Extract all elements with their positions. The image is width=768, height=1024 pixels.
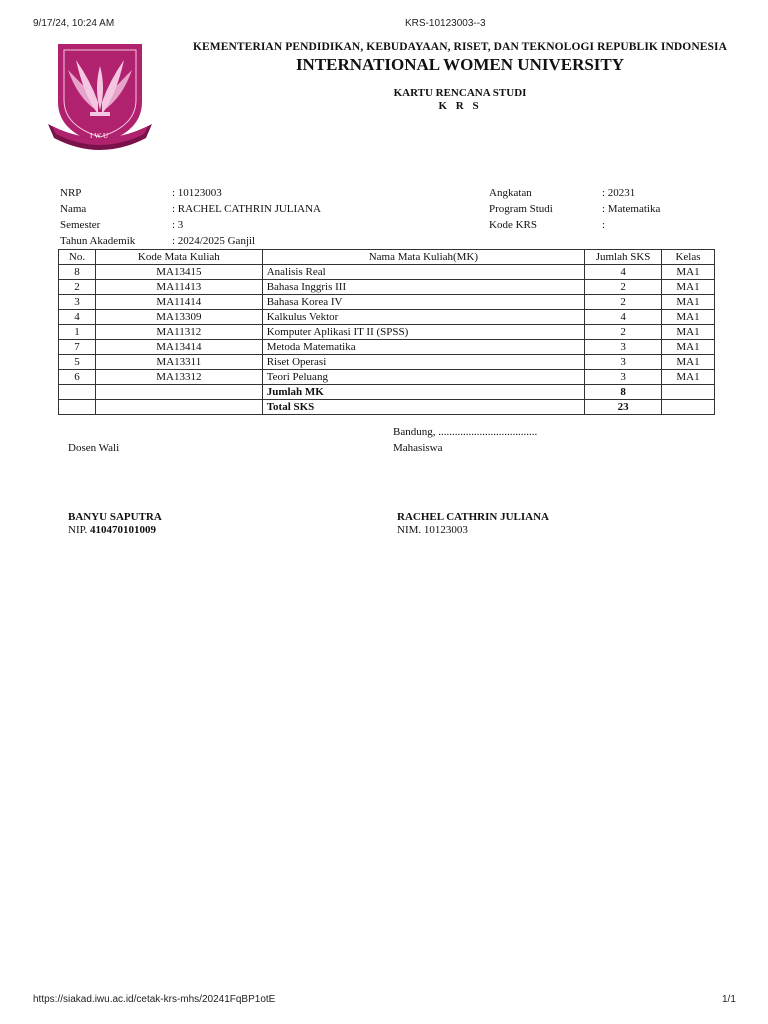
header-kode: Kode Mata Kuliah	[95, 250, 262, 265]
cell-no: 3	[59, 295, 96, 310]
cell-no: 8	[59, 265, 96, 280]
cell-sks: 4	[585, 265, 662, 280]
cell-no: 7	[59, 340, 96, 355]
info-value-angkatan: : 20231	[602, 187, 636, 199]
cell-kode: MA13312	[95, 370, 262, 385]
cell-kelas: MA1	[662, 355, 715, 370]
summary-value: 8	[585, 385, 662, 400]
student-name: RACHEL CATHRIN JULIANA	[397, 511, 549, 523]
advisor-name: BANYU SAPUTRA	[68, 511, 162, 523]
summary-label: Total SKS	[262, 400, 584, 415]
table-row	[59, 295, 715, 310]
table-row	[59, 340, 715, 355]
student-nim: NIM. 10123003	[397, 524, 468, 536]
cell-empty	[662, 400, 715, 415]
info-value-semester: : 3	[172, 219, 184, 231]
cell-kelas: MA1	[662, 265, 715, 280]
cell-kode: MA13309	[95, 310, 262, 325]
cell-no: 4	[59, 310, 96, 325]
course-table	[58, 249, 715, 415]
info-label-angkatan: Angkatan	[489, 187, 532, 199]
cell-no: 6	[59, 370, 96, 385]
cell-nama-mk: Kalkulus Vektor	[262, 310, 584, 325]
cell-kelas: MA1	[662, 370, 715, 385]
place-date: Bandung, ....................................	[393, 426, 538, 438]
info-label-nrp: NRP	[60, 187, 82, 199]
cell-nama-mk: Bahasa Korea IV	[262, 295, 584, 310]
cell-sks: 4	[585, 310, 662, 325]
advisor-nip	[68, 524, 156, 536]
summary-label: Jumlah MK	[262, 385, 584, 400]
cell-sks: 2	[585, 325, 662, 340]
info-value-kode-krs: :	[602, 219, 606, 231]
cell-nama-mk: Komputer Aplikasi IT II (SPSS)	[262, 325, 584, 340]
cell-nama-mk: Riset Operasi	[262, 355, 584, 370]
info-label-nama: Nama	[60, 203, 87, 215]
table-header-row	[59, 250, 715, 265]
cell-empty	[662, 385, 715, 400]
cell-no: 5	[59, 355, 96, 370]
table-row	[59, 355, 715, 370]
university-logo-icon	[46, 40, 154, 150]
summary-row-total-sks	[59, 400, 715, 415]
document-title: KARTU RENCANA STUDI	[393, 87, 527, 99]
cell-kode: MA11414	[95, 295, 262, 310]
print-title: KRS-10123003--3	[405, 18, 486, 29]
info-right-labels	[489, 185, 553, 233]
cell-nama-mk: Teori Peluang	[262, 370, 584, 385]
header-nama-mk: Nama Mata Kuliah(MK)	[262, 250, 584, 265]
advisor-role: Dosen Wali	[68, 442, 120, 454]
info-label-tahun-akademik: Tahun Akademik	[60, 235, 136, 247]
cell-empty	[95, 385, 262, 400]
table-row	[59, 280, 715, 295]
summary-value: 23	[585, 400, 662, 415]
print-page-number: 1/1	[722, 994, 736, 1005]
info-right-values	[602, 185, 660, 233]
document-subtitle: K R S	[438, 100, 482, 112]
cell-sks: 3	[585, 355, 662, 370]
info-value-nama: : RACHEL CATHRIN JULIANA	[172, 203, 322, 215]
cell-kelas: MA1	[662, 340, 715, 355]
info-left-labels	[60, 185, 135, 249]
advisor-nip-label: NIP.	[68, 524, 91, 536]
info-label-program-studi: Program Studi	[489, 203, 553, 215]
cell-kode: MA13414	[95, 340, 262, 355]
cell-sks: 3	[585, 340, 662, 355]
cell-empty	[59, 400, 96, 415]
cell-kode: MA13415	[95, 265, 262, 280]
logo-text: IWU	[90, 132, 110, 140]
info-left-values	[172, 185, 321, 249]
ministry-name: KEMENTERIAN PENDIDIKAN, KEBUDAYAAN, RISET, DAN TEKNOLOGI REPUBLIK INDONESIA	[192, 41, 728, 53]
table-row	[59, 310, 715, 325]
cell-kode: MA11413	[95, 280, 262, 295]
info-value-program-studi: : Matematika	[602, 203, 661, 215]
info-label-semester: Semester	[60, 219, 101, 231]
cell-nama-mk: Bahasa Inggris III	[262, 280, 584, 295]
header-jumlah-sks: Jumlah SKS	[585, 250, 662, 265]
cell-kelas: MA1	[662, 295, 715, 310]
cell-no: 2	[59, 280, 96, 295]
cell-kelas: MA1	[662, 280, 715, 295]
table-row	[59, 325, 715, 340]
cell-kode: MA11312	[95, 325, 262, 340]
university-name: INTERNATIONAL WOMEN UNIVERSITY	[295, 55, 625, 74]
header-kelas: Kelas	[662, 250, 715, 265]
cell-nama-mk: Metoda Matematika	[262, 340, 584, 355]
print-url-link[interactable]: https://siakad.iwu.ac.id/cetak-krs-mhs/20241FqBP1otE	[33, 994, 276, 1005]
info-value-nrp: : 10123003	[172, 187, 222, 199]
cell-empty	[59, 385, 96, 400]
cell-no: 1	[59, 325, 96, 340]
cell-nama-mk: Analisis Real	[262, 265, 584, 280]
cell-sks: 2	[585, 280, 662, 295]
print-date: 9/17/24, 10:24 AM	[33, 18, 115, 29]
cell-sks: 2	[585, 295, 662, 310]
cell-kelas: MA1	[662, 325, 715, 340]
header-no: No.	[59, 250, 96, 265]
cell-sks: 3	[585, 370, 662, 385]
cell-kode: MA13311	[95, 355, 262, 370]
cell-kelas: MA1	[662, 310, 715, 325]
info-label-kode-krs: Kode KRS	[489, 219, 537, 231]
student-role: Mahasiswa	[393, 442, 443, 454]
cell-empty	[95, 400, 262, 415]
info-value-tahun-akademik: : 2024/2025 Ganjil	[172, 235, 256, 247]
table-row	[59, 265, 715, 280]
advisor-nip-value: 410470101009	[90, 524, 157, 536]
table-row	[59, 370, 715, 385]
summary-row-jumlah-mk	[59, 385, 715, 400]
